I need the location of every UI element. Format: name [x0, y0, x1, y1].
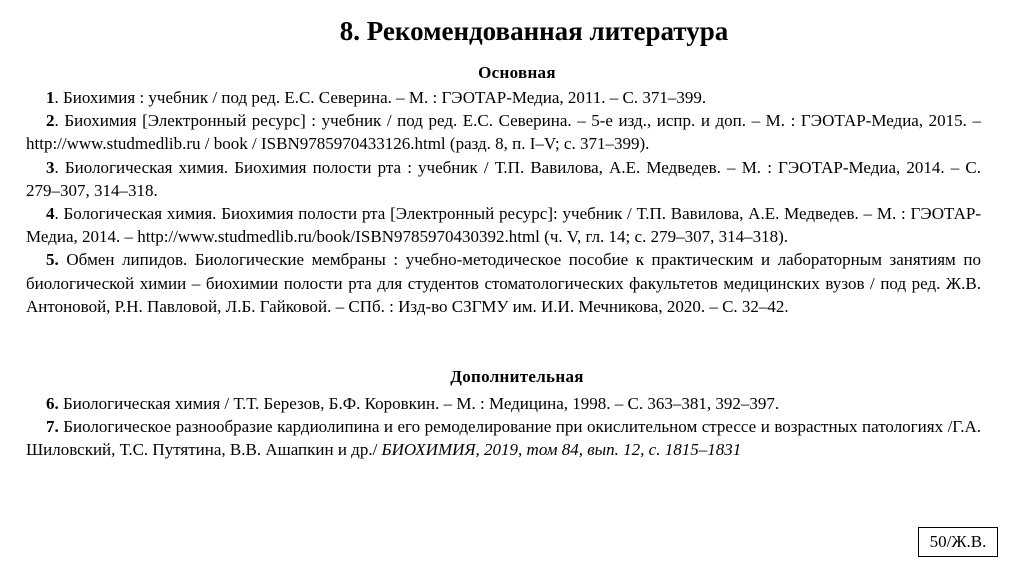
- reference-item: [26, 392, 981, 415]
- reference-number: 7.: [46, 417, 59, 437]
- reference-number: 5.: [46, 250, 59, 270]
- reference-number: 2: [46, 111, 55, 131]
- reference-text: Биологическое разнообразие кардиолипина и его ремоделирование при окислительном стрессе и возрастных патологиях /Г.А. Шиловский, Т.С. Путятина, В.В. Ашапкин и др./: [26, 417, 981, 460]
- reference-text: . Биохимия : учебник / под ред. Е.С. Северина. – М. : ГЭОТАР-Медиа, 2011. – С. 371–399.: [54, 88, 707, 107]
- page-title: 8. Рекомендованная литература: [339, 16, 729, 46]
- reference-item: [26, 415, 981, 461]
- page-number-badge: 50/Ж.В.: [918, 527, 998, 557]
- reference-number: 1: [46, 88, 55, 107]
- reference-item: [26, 156, 981, 202]
- reference-item: [26, 109, 981, 155]
- reference-text: . Биохимия [Электронный ресурс] : учебник / под ред. Е.С. Северина. – 5-е изд., испр. и доп. – М. : ГЭОТАР-Медиа, 2015. – http://www.studmedlib.ru / book / ISBN9785970433126.html (разд. 8, п. I–V; с. 371–399).: [26, 111, 981, 154]
- reference-text: . Биологическая химия. Биохимия полости рта : учебник / Т.П. Вавилова, А.Е. Медведев. – М. : ГЭОТАР-Медиа, 2014. – С. 279–307, 314–318.: [26, 157, 981, 200]
- reference-number: 3: [46, 157, 55, 177]
- reference-text: Обмен липидов. Биологические мембраны : учебно-методическое пособие к практическим и лабораторным занятиям по биологической химии – биохимии полости рта для студентов стоматологических факультетов медицинских вузов / под ред. Ж.В. Антоновой, Р.Н. Павловой, Л.Б. Гайковой. – СПб. : Изд-во СЗГМУ им. И.И. Мечникова, 2020. – С. 32–42.: [26, 250, 981, 316]
- reference-item: [26, 202, 981, 248]
- reference-item: [26, 86, 981, 109]
- reference-number: 6.: [46, 394, 59, 413]
- reference-journal: БИОХИМИЯ, 2019, том 84, вып. 12, с. 1815–1831: [381, 440, 742, 460]
- section-heading-extra: Дополнительная: [450, 367, 584, 386]
- reference-item: [26, 248, 981, 318]
- reference-text: . Бологическая химия. Биохимия полости рта [Электронный ресурс]: учебник / Т.П. Вавилова, А.Е. Медведев. – М. : ГЭОТАР-Медиа, 2014. – http://www.studmedlib.ru/book/ISBN9785970430392.html (ч. V, гл. 14; с. 279–307, 314–318).: [26, 204, 981, 247]
- extra-reference-list: [26, 392, 981, 462]
- reference-text: Биологическая химия / Т.Т. Березов, Б.Ф. Коровкин. – М. : Медицина, 1998. – С. 363–381, 392–397.: [58, 394, 780, 413]
- main-reference-list: [26, 86, 981, 318]
- section-heading-main: Основная: [478, 63, 556, 82]
- reference-number: 4: [46, 204, 55, 224]
